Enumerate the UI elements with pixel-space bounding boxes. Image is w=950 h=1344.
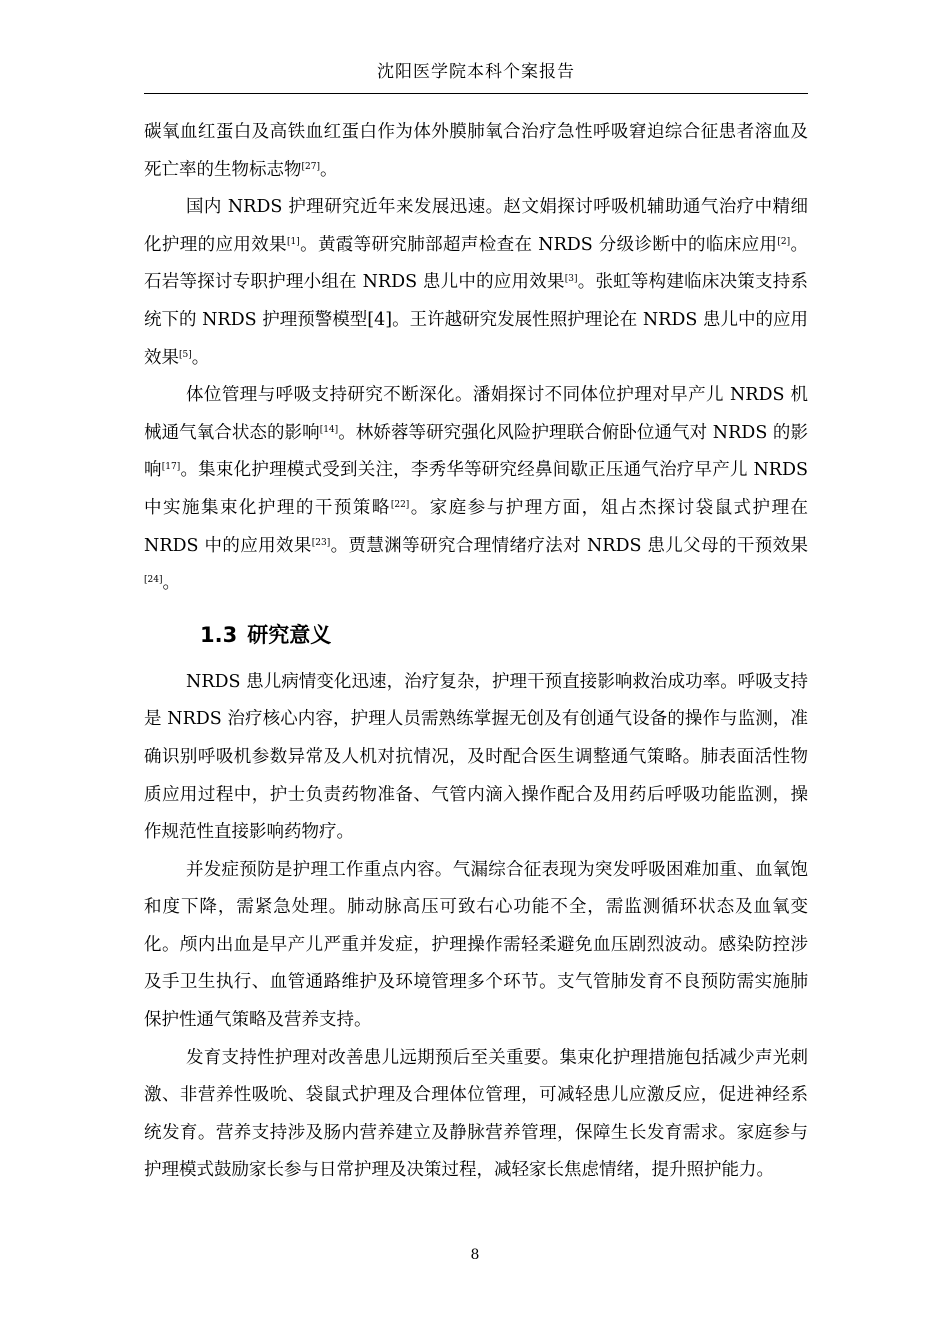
running-header-title: 沈阳医学院本科个案报告 [377, 62, 575, 82]
text-run: 碳氧血红蛋白及高铁血红蛋白作为体外膜肺氧合治疗急性呼吸窘迫综合征患者溶血及死亡率的生物标志物 [144, 122, 808, 180]
text-run: 。张虹等构建临床决策支持系统下的 NRDS 护理预警模型[4]。王许越研究发展性照护理论在 NRDS 患儿中的应用效果 [144, 272, 808, 368]
paragraph-domestic-research [144, 189, 808, 377]
body-text [144, 114, 808, 1190]
paragraph-significance-3: 发育支持性护理对改善患儿远期预后至关重要。集束化护理措施包括减少声光刺激、非营养性吸吮、袋鼠式护理及合理体位管理，可减轻患儿应激反应，促进神经系统发育。营养支持涉及肠内营养建立及静脉营养管理，保障生长发育需求。家庭参与护理模式鼓励家长参与日常护理及决策过程，减轻家长焦虑情绪，提升照护能力。 [144, 1047, 808, 1181]
text-run: 国内 NRDS 护理研究近年来发展迅速。赵文娟探讨呼吸机辅助通气治疗中精细化护理的应用效果 [144, 197, 808, 255]
paragraph-position-management [144, 377, 808, 603]
citation: [17] [161, 462, 181, 473]
citation: [14] [319, 424, 339, 435]
paragraph-significance-2: 并发症预防是护理工作重点内容。气漏综合征表现为突发呼吸困难加重、血氧饱和度下降，需紧急处理。肺动脉高压可致右心功能不全，需监测循环状态及血氧变化。颅内出血是早产儿严重并发症，护理操作需轻柔避免血压剧烈波动。感染防控涉及手卫生执行、血管通路维护及环境管理多个环节。支气管肺发育不良预防需实施肺保护性通气策略及营养支持。 [144, 859, 808, 1031]
citation: [22] [390, 499, 410, 510]
section-title: 研究意义 [247, 622, 332, 647]
citation: [23] [311, 537, 331, 548]
paragraph-continuation [144, 114, 808, 189]
text-run: 。 [162, 573, 180, 594]
section-heading [144, 620, 808, 650]
header-rule [144, 93, 808, 94]
text-run: 。集束化护理模式受到关注，李秀华等研究经鼻间歇正压通气治疗早产儿 NRDS 中实施集束化护理的干预策略 [144, 460, 808, 518]
text-run: 。 [191, 347, 210, 368]
text-run: 。林娇蓉等研究强化风险护理联合俯卧位通气对 NRDS 的影响 [144, 422, 809, 481]
citation: [24] [144, 575, 163, 586]
citation: [1] [286, 236, 300, 247]
text-run: 。黄霞等研究肺部超声检查在 NRDS 分级诊断中的临床应用 [299, 234, 778, 255]
section-number: 1.3 [200, 622, 238, 647]
page-number: 8 [470, 1247, 480, 1263]
text-run: 。 [319, 159, 338, 180]
citation: [2] [777, 236, 791, 247]
citation: [3] [564, 274, 578, 285]
citation: [27] [301, 161, 320, 172]
paragraph-significance-1: NRDS 患儿病情变化迅速，治疗复杂，护理干预直接影响救治成功率。呼吸支持是 NRDS 治疗核心内容，护理人员需熟练掌握无创及有创通气设备的操作与监测，准确识别呼吸机参数异常及人机对抗情况，及时配合医生调整通气策略。肺表面活性物质应用过程中，护士负责药物准备、气管内滴入操作配合及用药后呼吸功能监测，操作规范性直接影响药物疗。 [144, 671, 808, 843]
text-run: 。贾慧渊等研究合理情绪疗法对 NRDS 患儿父母的干预效果 [330, 535, 808, 556]
text-run: 。家庭参与护理方面，俎占杰探讨袋鼠式护理在 NRDS 中的应用效果 [144, 497, 809, 556]
citation: [5] [179, 349, 192, 360]
text-run: 。石岩等探讨专职护理小组在 NRDS 患儿中的应用效果 [144, 234, 809, 293]
text-run: 体位管理与呼吸支持研究不断深化。潘娟探讨不同体位护理对早产儿 NRDS 机械通气氧合状态的影响 [144, 385, 808, 443]
